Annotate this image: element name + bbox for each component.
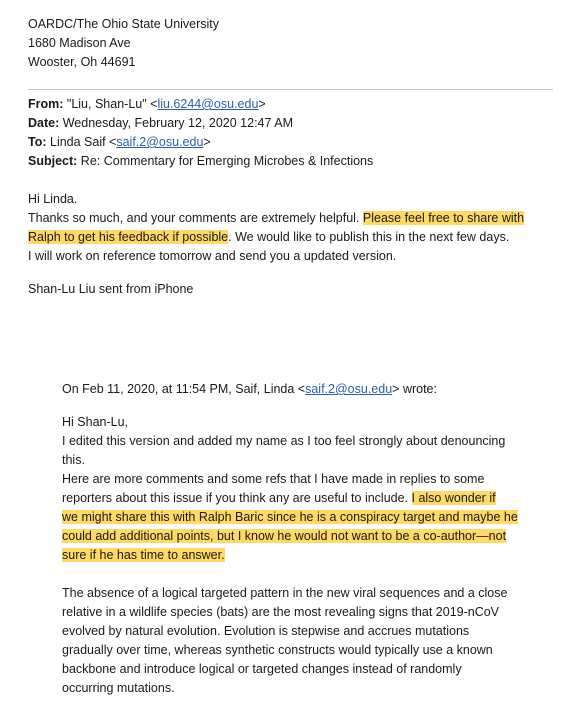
reply-line-3: I will work on reference tomorrow and send you a updated version. (28, 249, 397, 263)
subject-label: Subject: (28, 154, 78, 168)
to-name: Linda Saif < (46, 135, 117, 149)
quoted-line (62, 547, 225, 564)
from-row (28, 96, 266, 113)
quoted-text: reporters about this issue if you think any are useful to include. (62, 491, 412, 505)
to-email-link[interactable]: saif.2@osu.edu (116, 135, 204, 149)
address-line-1: OARDC/The Ohio State University (28, 17, 220, 31)
from-close: > (258, 97, 266, 111)
highlighted-text: sure if he has time to answer. (62, 548, 225, 562)
header-divider (28, 89, 553, 90)
quoted-paragraph-line: relative in a wildlife species (bats) are the most revealing signs that 2019-nCoV (62, 605, 500, 619)
date-value: Wednesday, February 12, 2020 12:47 AM (59, 116, 293, 130)
quoted-paragraph-line: occurring mutations. (62, 681, 175, 695)
reply-line-1 (28, 210, 524, 227)
to-label: To: (28, 135, 47, 149)
address-line-2: 1680 Madison Ave (28, 36, 131, 50)
reply-text: . We would like to publish this in the next few days. (228, 230, 510, 244)
date-label: Date: (28, 116, 60, 130)
quoted-line: Here are more comments and some refs that I have made in replies to some (62, 472, 485, 486)
to-row (28, 134, 211, 151)
quoted-paragraph-line: evolved by natural evolution. Evolution is stepwise and accrues mutations (62, 624, 470, 638)
reply-line-2 (28, 229, 509, 246)
quoted-line (62, 509, 518, 526)
subject-row (28, 153, 373, 170)
highlighted-text: Please feel free to share with (362, 211, 525, 225)
quoted-intro-text: On Feb 11, 2020, at 11:54 PM, Saif, Linda < (62, 382, 306, 396)
address-line-3: Wooster, Oh 44691 (28, 55, 136, 69)
highlighted-text: I also wonder if (411, 491, 496, 505)
quoted-paragraph-line: gradually over time, whereas synthetic constructs would typically use a known (62, 643, 493, 657)
from-label: From: (28, 97, 64, 111)
quoted-intro-text: > wrote: (392, 382, 437, 396)
quoted-email-link[interactable]: saif.2@osu.edu (305, 382, 393, 396)
to-close: > (203, 135, 211, 149)
date-row (28, 115, 293, 132)
quoted-line (62, 490, 496, 507)
quoted-paragraph-line: The absence of a logical targeted pattern in the new viral sequences and a close (62, 586, 508, 600)
highlighted-text: could add additional points, but I know he would not want to be a co-author—not (62, 529, 507, 543)
quoted-greeting: Hi Shan-Lu, (62, 415, 129, 429)
quoted-line: this. (62, 453, 85, 467)
quoted-line: I edited this version and added my name as I too feel strongly about denouncing (62, 434, 506, 448)
quoted-line (62, 528, 506, 545)
quoted-paragraph-line: backbone and introduce logical or targeted changes instead of randomly (62, 662, 462, 676)
reply-text: Thanks so much, and your comments are extremely helpful. (28, 211, 363, 225)
from-email-link[interactable]: liu.6244@osu.edu (157, 97, 259, 111)
highlighted-text: we might share this with Ralph Baric since he is a conspiracy target and maybe he (62, 510, 518, 524)
from-name: "Liu, Shan-Lu" < (63, 97, 158, 111)
highlighted-text: Ralph to get his feedback if possible (28, 230, 229, 244)
reply-greeting: Hi Linda. (28, 192, 78, 206)
quoted-intro (62, 381, 437, 398)
subject-value: Re: Commentary for Emerging Microbes & Infections (77, 154, 374, 168)
reply-signature: Shan-Lu Liu sent from iPhone (28, 282, 194, 296)
